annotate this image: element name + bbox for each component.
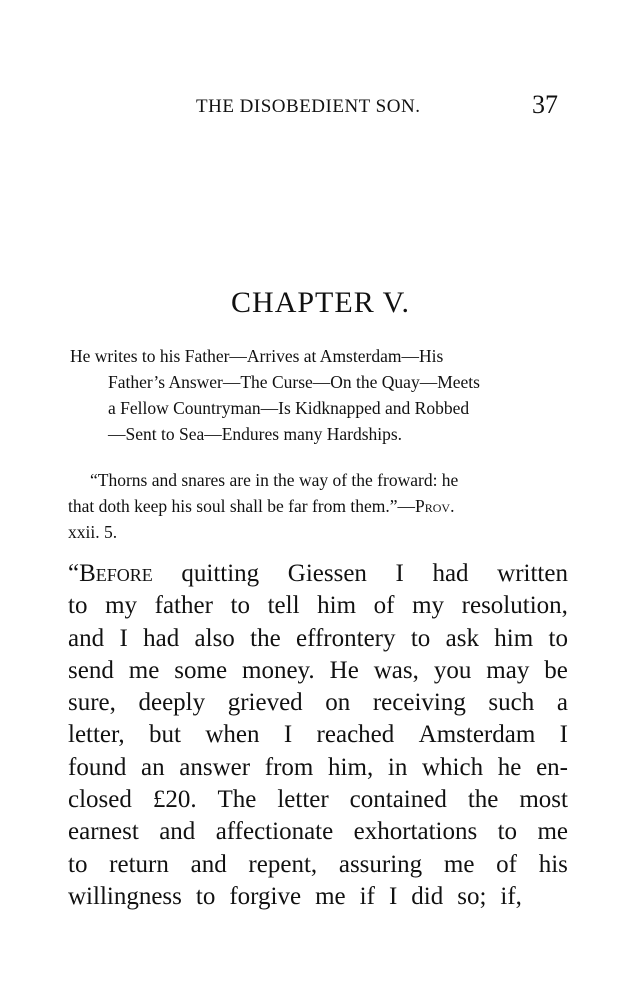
epigraph-line bbox=[68, 493, 573, 519]
body-word: me bbox=[443, 850, 475, 878]
body-word: repent, bbox=[248, 850, 318, 878]
body-word: send bbox=[68, 656, 114, 684]
body-word: contained bbox=[349, 786, 447, 814]
body-word: exhortations bbox=[353, 818, 478, 846]
body-word: also bbox=[194, 624, 235, 652]
body-word: his bbox=[538, 850, 568, 878]
body-word: to bbox=[68, 592, 88, 620]
body-word: may bbox=[486, 656, 530, 684]
body-word: assuring bbox=[338, 850, 423, 878]
body-word: to bbox=[68, 850, 88, 878]
body-word: the bbox=[250, 624, 281, 652]
body-word: me bbox=[537, 818, 568, 846]
body-word: my bbox=[105, 592, 138, 620]
body-word: such bbox=[488, 689, 535, 717]
body-line bbox=[68, 849, 568, 881]
body-word: father bbox=[154, 592, 213, 620]
body-line bbox=[68, 623, 568, 655]
body-word: to bbox=[410, 624, 431, 652]
epigraph-line: “Thorns and snares are in the way of the froward: he bbox=[90, 470, 459, 490]
body-word: letter bbox=[277, 786, 329, 814]
body-word: sure, bbox=[68, 689, 116, 717]
body-word: so; bbox=[457, 882, 487, 910]
body-word: letter, bbox=[68, 721, 125, 749]
body-word: en- bbox=[536, 753, 568, 781]
body-word: and bbox=[159, 818, 196, 846]
body-word: to bbox=[230, 592, 250, 620]
body-word: of bbox=[373, 592, 395, 620]
body-word: my bbox=[412, 592, 445, 620]
body-word: a bbox=[556, 689, 568, 717]
body-word: found bbox=[68, 753, 127, 781]
body-word: had bbox=[432, 560, 469, 587]
body-word: he bbox=[497, 753, 522, 781]
body-word: most bbox=[519, 786, 568, 814]
body-word: I bbox=[559, 721, 568, 749]
body-word: I bbox=[388, 882, 398, 910]
body-line bbox=[68, 687, 568, 719]
body-word: which bbox=[422, 753, 484, 781]
body-word: on bbox=[325, 689, 351, 717]
synopsis-line: a Fellow Countryman—Is Kidknapped and Robbed bbox=[108, 398, 470, 418]
body-word: tell bbox=[267, 592, 300, 620]
body-word: £20. bbox=[152, 786, 197, 814]
body-word: affectionate bbox=[215, 818, 334, 846]
body-word: had bbox=[143, 624, 180, 652]
body-word: written bbox=[497, 560, 568, 587]
body-word: I bbox=[119, 624, 128, 652]
body-word: to bbox=[195, 882, 216, 910]
epigraph-text: that doth keep his soul shall be far from them.”— bbox=[68, 496, 416, 516]
body-word: if, bbox=[500, 882, 522, 910]
body-word: in bbox=[387, 753, 408, 781]
body-word: resolution, bbox=[461, 592, 568, 620]
body-word: and bbox=[190, 850, 227, 878]
body-word: reached bbox=[316, 721, 395, 749]
body-word: forgive bbox=[229, 882, 302, 910]
body-word: willingness bbox=[68, 882, 182, 910]
epigraph-line: xxii. 5. bbox=[68, 522, 118, 542]
chapter-synopsis bbox=[70, 343, 580, 447]
body-word: receiving bbox=[372, 689, 466, 717]
epigraph-reference: Prov. bbox=[415, 496, 455, 516]
body-paragraph bbox=[68, 558, 568, 913]
body-word: me bbox=[128, 656, 160, 684]
body-word: earnest bbox=[68, 818, 139, 846]
body-word: was, bbox=[373, 656, 419, 684]
body-word: The bbox=[217, 786, 257, 814]
body-word: to bbox=[497, 818, 518, 846]
body-word: He bbox=[329, 656, 359, 684]
body-word: when bbox=[205, 721, 260, 749]
body-word: the bbox=[467, 786, 499, 814]
body-word: ask bbox=[445, 624, 479, 652]
body-word: to bbox=[548, 624, 568, 652]
body-word: deeply bbox=[138, 689, 206, 717]
body-line bbox=[68, 881, 568, 913]
synopsis-line: Father’s Answer—The Curse—On the Quay—Meets bbox=[108, 372, 480, 392]
synopsis-line: —Sent to Sea—Endures many Hardships. bbox=[108, 424, 403, 444]
body-word: him bbox=[317, 592, 357, 620]
body-line bbox=[68, 719, 568, 751]
body-word: effrontery bbox=[296, 624, 396, 652]
body-word: an bbox=[141, 753, 165, 781]
body-word: quitting bbox=[181, 560, 260, 587]
body-word: me bbox=[315, 882, 346, 910]
body-line bbox=[68, 558, 568, 590]
body-line bbox=[68, 816, 568, 848]
chapter-title: CHAPTER V. bbox=[231, 286, 410, 319]
body-word: and bbox=[68, 624, 105, 652]
body-word: from bbox=[264, 753, 314, 781]
body-word: I bbox=[283, 721, 293, 749]
epigraph bbox=[68, 467, 573, 545]
body-word: of bbox=[496, 850, 517, 878]
body-word: Amsterdam bbox=[418, 721, 536, 749]
body-word: return bbox=[109, 850, 169, 878]
body-word: him bbox=[494, 624, 534, 652]
body-line bbox=[68, 590, 568, 622]
body-word: answer bbox=[179, 753, 251, 781]
body-word: but bbox=[148, 721, 181, 749]
body-line bbox=[68, 784, 568, 816]
body-line bbox=[68, 655, 568, 687]
body-line bbox=[68, 752, 568, 784]
body-word: some bbox=[174, 656, 228, 684]
body-word: him, bbox=[328, 753, 374, 781]
body-word: did bbox=[411, 882, 444, 910]
body-word: you bbox=[433, 656, 472, 684]
body-word: I bbox=[395, 560, 404, 587]
synopsis-line: He writes to his Father—Arrives at Amsterdam—His bbox=[70, 346, 444, 366]
body-word: grieved bbox=[227, 689, 303, 717]
body-word: be bbox=[544, 656, 568, 684]
page-number: 37 bbox=[532, 90, 558, 119]
body-word: Giessen bbox=[287, 560, 367, 587]
body-word: money. bbox=[242, 656, 315, 684]
body-word: closed bbox=[68, 786, 132, 814]
body-opening-word: “Before bbox=[68, 560, 153, 587]
running-header: THE DISOBEDIENT SON. bbox=[196, 96, 421, 117]
body-word: if bbox=[359, 882, 375, 910]
